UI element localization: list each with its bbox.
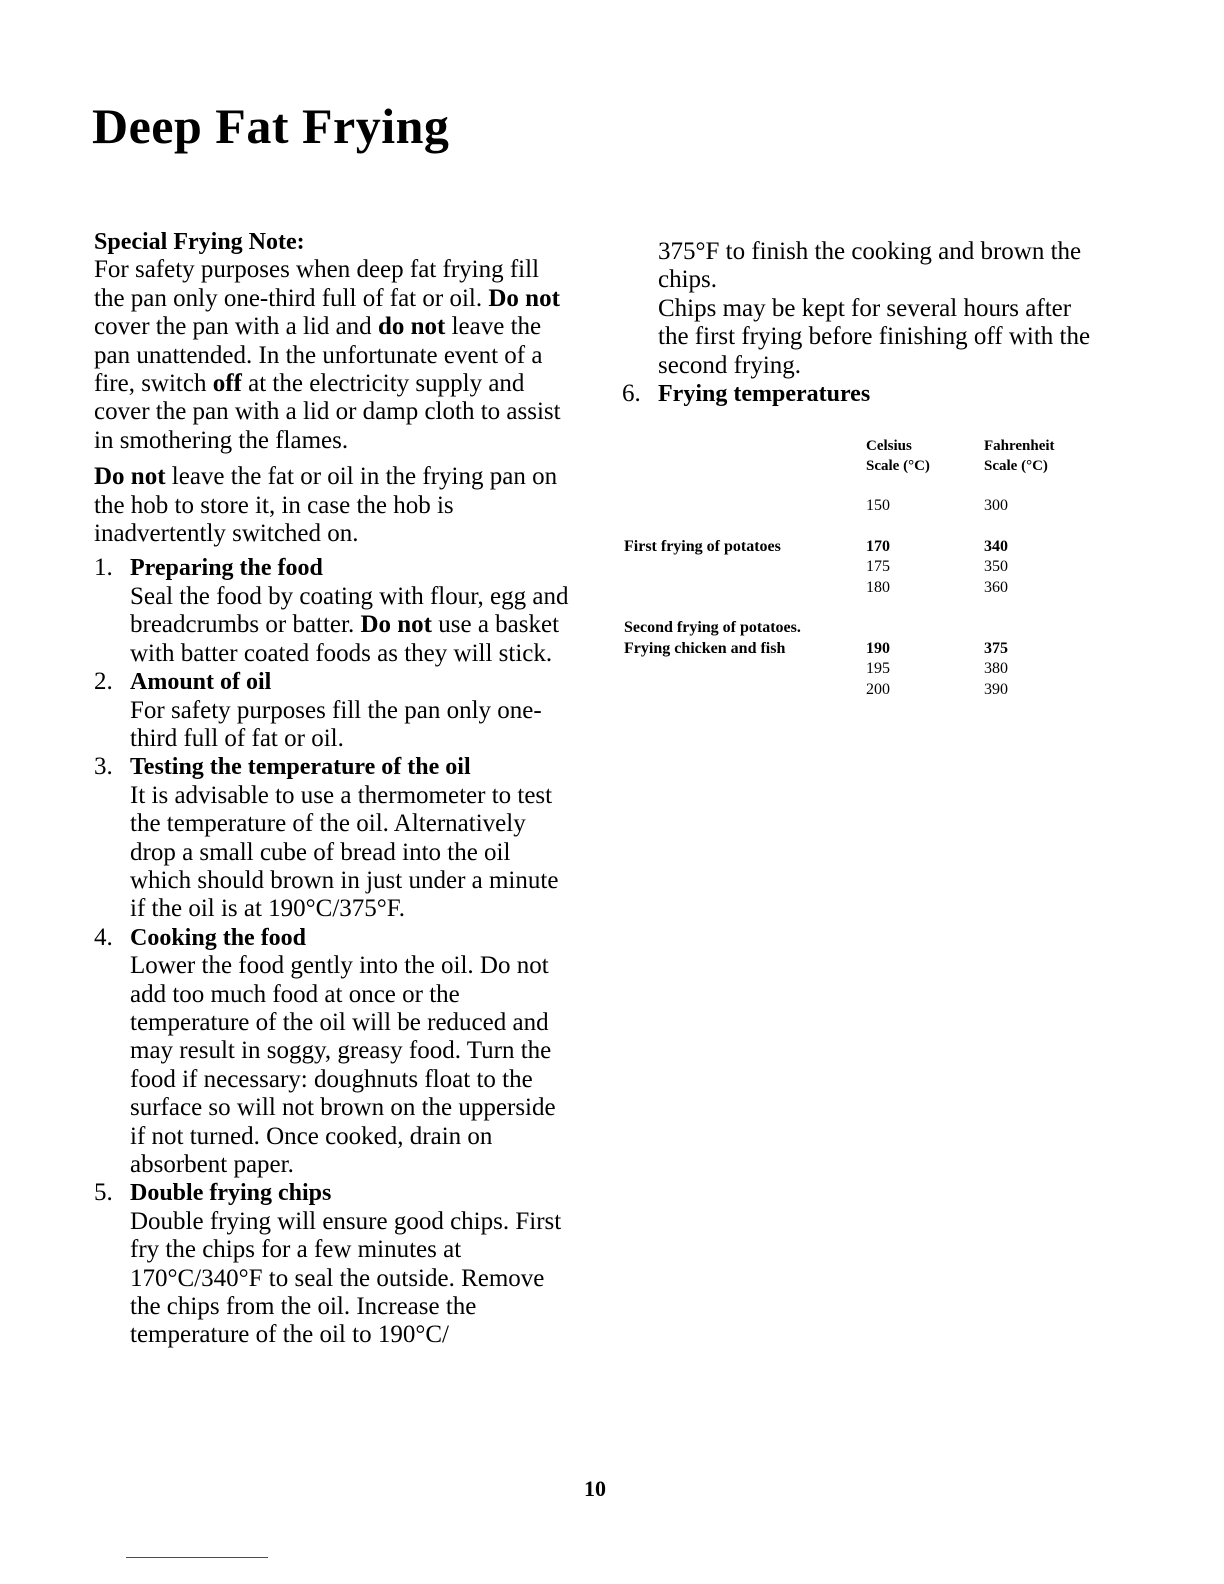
- note-text: For safety purposes when deep fat frying fill the pan only one-third full of fat or oil.: [94, 256, 540, 312]
- table-spacer: [624, 476, 1084, 496]
- step-item: [94, 924, 572, 1180]
- step-title: Amount of oil: [130, 669, 272, 696]
- step-text: Double frying will ensure good chips. First fry the chips for a few minutes at 170°C/340°F to seal the outside. Remove the chips from the oil. Increase the temperature of the oil to 190°C/: [130, 1207, 562, 1349]
- row-label: [624, 659, 866, 680]
- header-blank: [624, 436, 866, 476]
- row-label: [624, 557, 866, 578]
- table-row: [624, 537, 1084, 558]
- step-item: [94, 1179, 572, 1349]
- row-label: [624, 680, 866, 701]
- header-fahrenheit: [984, 436, 1084, 476]
- step-text: It is advisable to use a thermometer to test the temperature of the oil. Alternatively drop a small cube of bread into the oil which should brown in just under a minute if the oil is at 190°C/375°F.: [130, 781, 559, 923]
- table-row: [624, 578, 1084, 599]
- celsius-value: 190: [866, 639, 890, 657]
- step-number: 4.: [94, 923, 113, 951]
- note-text: at the electricity supply and cover the pan with a lid or damp cloth to assist in smothering the flames.: [94, 370, 561, 454]
- row-label: Second frying of potatoes.: [624, 619, 801, 636]
- note-paragraph-1: [94, 256, 572, 455]
- step5-continuation: 375°F to finish the cooking and brown the chips.: [658, 238, 1082, 294]
- step-title: Cooking the food: [130, 924, 307, 951]
- celsius-value: 200: [866, 680, 890, 698]
- steps-list: [94, 554, 572, 1349]
- step-title: Frying temperatures: [658, 381, 871, 408]
- fahrenheit-value: 340: [984, 537, 1008, 555]
- step-item-6: [622, 380, 1102, 408]
- step-title: Double frying chips: [130, 1180, 332, 1207]
- fahrenheit-value: 375: [984, 639, 1008, 657]
- header-celsius-line2: Scale (°C): [866, 458, 930, 474]
- note-text: leave the fat or oil in the frying pan on the hob to store it, in case the hob is inadvertently switched on.: [94, 463, 558, 548]
- celsius-value: 180: [866, 578, 890, 596]
- row-label: [624, 496, 866, 517]
- step-number: 6.: [622, 380, 641, 408]
- step-title: Testing the temperature of the oil: [130, 754, 471, 781]
- fahrenheit-value: 390: [984, 680, 1008, 698]
- left-column: [94, 228, 572, 1350]
- note-emphasis: do not: [377, 313, 446, 341]
- header-celsius-line1: Celsius: [866, 438, 912, 454]
- step-title: Preparing the food: [130, 555, 323, 582]
- table-row: [624, 496, 1084, 517]
- step-text: [130, 583, 572, 668]
- note-emphasis: Do not: [94, 463, 166, 491]
- step-emphasis: Do not: [360, 611, 433, 639]
- table-row: [624, 680, 1084, 701]
- row-label: Frying chicken and fish: [624, 639, 786, 657]
- note-emphasis: Do not: [488, 284, 560, 312]
- fahrenheit-value: 300: [984, 497, 1008, 514]
- note-heading: Special Frying Note:: [94, 229, 305, 255]
- step-item: [94, 753, 572, 923]
- celsius-value: 195: [866, 660, 890, 677]
- fahrenheit-value: [984, 618, 1084, 639]
- right-column: [622, 238, 1102, 408]
- note-text: leave the pan unattended. In the unfortunate event of a fire, switch: [94, 313, 543, 398]
- step-text: Lower the food gently into the oil. Do not add too much food at once or the temperature of the oil will be reduced and may result in soggy, greasy food. Turn the food if necessary: doughnuts float to the surface so will not brown on the upperside if not turned. Once cooked, drain on absorbent paper.: [130, 952, 556, 1178]
- step-number: 1.: [94, 554, 113, 582]
- step-number: 2.: [94, 668, 113, 696]
- footer-rule: [126, 1557, 268, 1558]
- header-celsius: [866, 436, 984, 476]
- page-number: 10: [584, 1476, 606, 1501]
- table-spacer: [624, 598, 1084, 618]
- celsius-value: [866, 618, 984, 639]
- table-row: [624, 557, 1084, 578]
- page-title: Deep Fat Frying: [92, 98, 450, 154]
- fahrenheit-value: 350: [984, 558, 1008, 575]
- note-paragraph-2: [94, 463, 572, 548]
- step-text-part: use a basket with batter coated foods as they will stick.: [130, 611, 560, 667]
- step-item: [94, 554, 572, 668]
- note-emphasis: off: [212, 370, 242, 398]
- table-row: [624, 639, 1084, 660]
- celsius-value: 175: [866, 558, 890, 575]
- table-row: [624, 618, 1084, 639]
- row-label: [624, 578, 866, 599]
- row-label: First frying of potatoes: [624, 537, 781, 555]
- step-number: 3.: [94, 753, 113, 781]
- frying-temperature-table: [624, 436, 1084, 700]
- step-item: [94, 668, 572, 753]
- table-header-row: [624, 436, 1084, 476]
- celsius-value: 150: [866, 497, 890, 514]
- fahrenheit-value: 380: [984, 660, 1008, 677]
- table-row: [624, 659, 1084, 680]
- note-text: cover the pan with a lid and: [94, 313, 378, 341]
- celsius-value: 170: [866, 537, 890, 555]
- chips-note: Chips may be kept for several hours after the first frying before finishing off with the second frying.: [658, 294, 1091, 379]
- header-fahrenheit-line1: Fahrenheit: [984, 438, 1055, 454]
- step-number: 5.: [94, 1179, 113, 1207]
- header-fahrenheit-line2: Scale (°C): [984, 458, 1048, 474]
- step-text: For safety purposes fill the pan only one-third full of fat or oil.: [130, 696, 542, 752]
- fahrenheit-value: 360: [984, 578, 1008, 596]
- table-spacer: [624, 517, 1084, 537]
- step-text-part: Seal the food by coating with flour, egg and breadcrumbs or batter.: [130, 582, 569, 639]
